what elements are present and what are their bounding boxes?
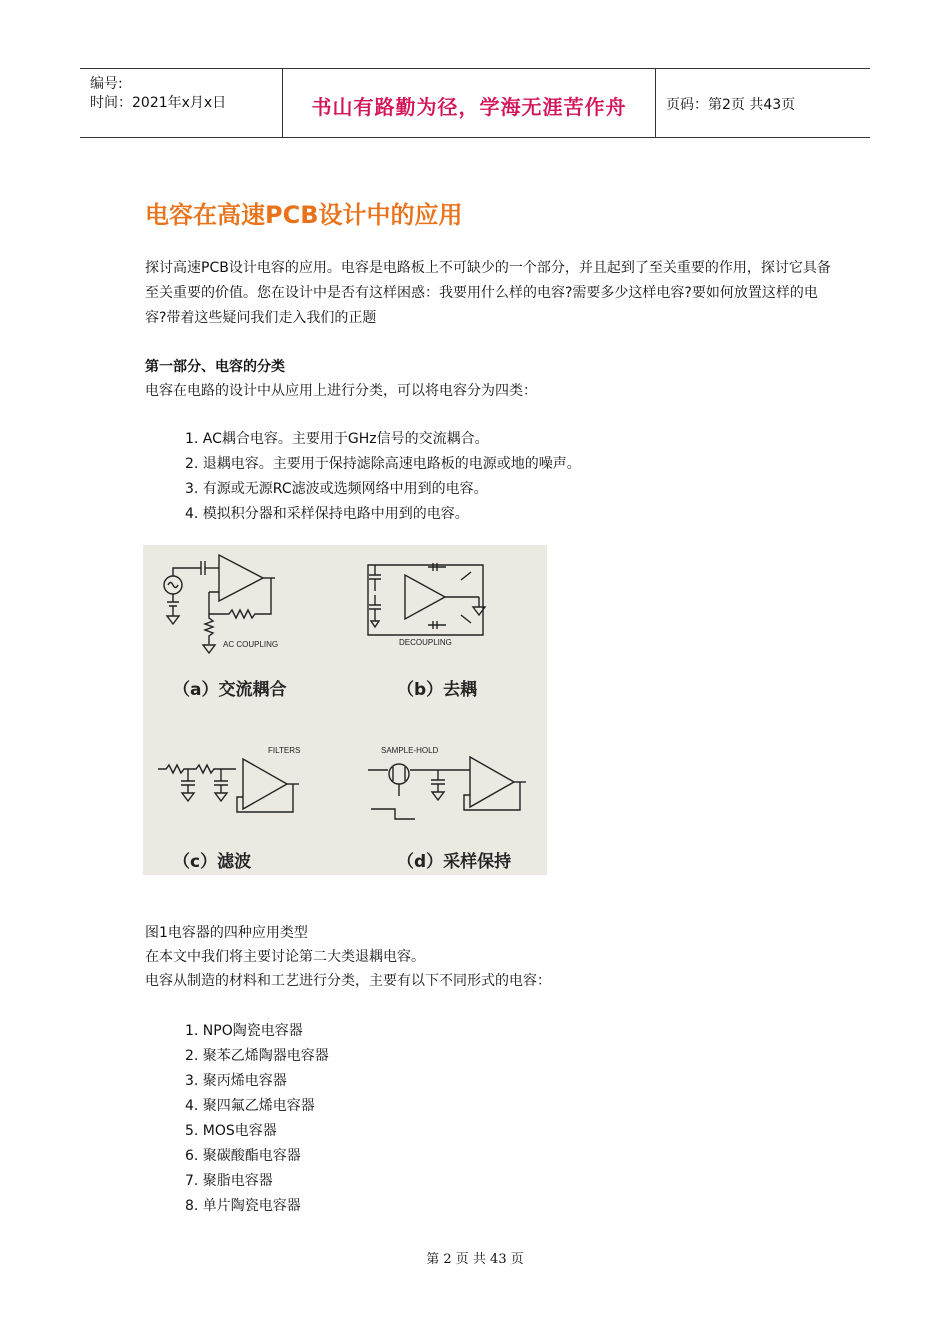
document-title: 电容在高速PCB设计中的应用 xyxy=(145,201,463,229)
after-figure-line1: 在本文中我们将主要讨论第二大类退耦电容。 xyxy=(145,949,425,965)
decoupling-diagram xyxy=(368,563,485,635)
filters-toplabel: FILTERS xyxy=(268,746,301,755)
usage-item-1: 1. AC耦合电容。主要用于GHz信号的交流耦合。 xyxy=(185,431,489,447)
label-d: （d）采样保持 xyxy=(397,852,512,872)
usage-item-2: 2. 退耦电容。主要用于保持滤除高速电路板的电源或地的噪声。 xyxy=(185,456,581,472)
header-motto: 书山有路勤为径，学海无涯苦作舟 xyxy=(311,95,627,119)
section1-text: 电容在电路的设计中从应用上进行分类，可以将电容分为四类： xyxy=(145,383,537,399)
header-right-cell xyxy=(656,69,870,137)
ac-coupling-sublabel: AC COUPLING xyxy=(223,640,279,649)
capacitor-applications-figure xyxy=(143,545,547,875)
sample-hold-toplabel: SAMPLE-HOLD xyxy=(381,746,439,755)
filter-diagram xyxy=(158,759,299,812)
after-figure-line2: 电容从制造的材料和工艺进行分类，主要有以下不同形式的电容： xyxy=(145,973,551,989)
section1-heading: 第一部分、电容的分类 xyxy=(145,359,285,375)
sample-hold-diagram xyxy=(368,757,526,819)
usage-item-3: 3. 有源或无源RC滤波或选频网络中用到的电容。 xyxy=(185,481,488,497)
material-item-4: 4. 聚四氟乙烯电容器 xyxy=(185,1098,315,1114)
number-label: 编号: xyxy=(90,76,123,92)
material-item-5: 5. MOS电容器 xyxy=(185,1123,277,1139)
page-footer: 第 2 页 共 43 页 xyxy=(426,1252,524,1267)
label-c: （c）滤波 xyxy=(173,852,252,872)
page-code: 页码：第2页 共43页 xyxy=(666,97,796,113)
header-left-cell xyxy=(80,69,282,137)
material-item-7: 7. 聚脂电容器 xyxy=(185,1173,273,1189)
label-a: （a）交流耦合 xyxy=(173,680,287,700)
label-b: （b）去耦 xyxy=(397,680,478,700)
time-label: 时间：2021年x月x日 xyxy=(90,95,227,111)
ac-coupling-diagram xyxy=(164,555,275,653)
material-item-6: 6. 聚碳酸酯电容器 xyxy=(185,1148,301,1164)
header-middle-cell xyxy=(282,69,656,137)
intro-paragraph: 探讨高速PCB设计电容的应用。电容是电路板上不可缺少的一个部分，并且起到了至关重要的作用，探讨它具备至关重要的价值。您在设计中是否有这样困惑：我要用什么样的电容?需要多少这样电容?要如何放置这样的电容?带着这些疑问我们走入我们的正题 xyxy=(145,260,831,326)
decoupling-sublabel: DECOUPLING xyxy=(399,638,452,647)
material-item-8: 8. 单片陶瓷电容器 xyxy=(185,1198,301,1214)
material-item-2: 2. 聚苯乙烯陶器电容器 xyxy=(185,1048,329,1064)
material-item-3: 3. 聚丙烯电容器 xyxy=(185,1073,287,1089)
figure-caption: 图1电容器的四种应用类型 xyxy=(145,925,308,941)
usage-item-4: 4. 模拟积分器和采样保持电路中用到的电容。 xyxy=(185,506,469,522)
material-item-1: 1. NPO陶瓷电容器 xyxy=(185,1023,303,1039)
page-header xyxy=(80,68,870,138)
